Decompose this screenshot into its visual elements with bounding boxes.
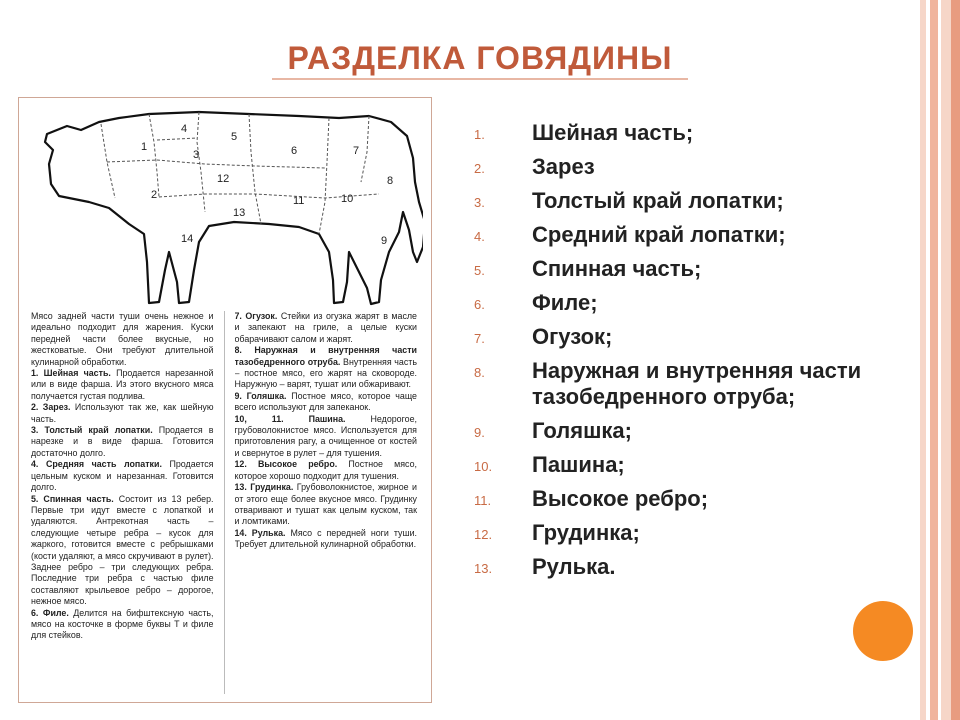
cut-label-8: 8 bbox=[387, 175, 394, 187]
description-item: 7. Огузок. Стейки из огузка жарят в масле и запекают на гриле, а целые куски обарачивают салом и жарят. bbox=[234, 311, 417, 344]
description-item: 1. Шейная часть. Продается нарезанной или в виде фарша. Из этого вкусного мяса получается густая подлива. bbox=[31, 368, 214, 401]
cut-label-11: 11 bbox=[293, 195, 305, 207]
cut-label-10: 10 bbox=[341, 193, 354, 205]
description-item: 9. Голяшка. Постное мясо, которое чаще всего используют для запеканок. bbox=[234, 390, 417, 413]
decorative-stripes bbox=[920, 0, 960, 720]
cut-label-14: 14 bbox=[181, 233, 194, 245]
cut-label-9: 9 bbox=[381, 235, 388, 247]
cut-label-1: 1 bbox=[141, 141, 148, 153]
description-item: 10, 11. Пашина. Недорогое, грубоволокнистое мясо. Используется для приготовления рагу, а очищенное от костей и свернутое в рулет – для тушения. bbox=[234, 413, 417, 458]
cut-label-6: 6 bbox=[291, 145, 298, 157]
beef-cuts-figure bbox=[18, 97, 432, 703]
cut-label-13: 13 bbox=[233, 207, 246, 219]
cut-label-3: 3 bbox=[193, 149, 200, 161]
description-item: 4. Средняя часть лопатки. Продается цельным куском и нарезанная. Готовится долго. bbox=[31, 459, 214, 493]
description-item: 5. Спинная часть. Состоит из 13 ребер. Первые три идут вместе с лопаткой и удаляются. Антрекотная часть – следующие четыре ребра – кусок для жаркого, готовится вместе с ребрышками (кости удаляют, а мясо скручивают в рулет). Заднее ребро – три следующих ребра. Последние три ребра с частью филе составляют крыльевое ребро – дорогое, нежное мясо. bbox=[31, 493, 214, 607]
description-column-left bbox=[31, 311, 214, 694]
list-item: 1. Шейная часть; bbox=[474, 120, 694, 145]
list-item: 11. Высокое ребро; bbox=[474, 486, 709, 511]
description-item: 6. Филе. Делится на бифштексную часть, мясо на косточке в форме буквы Т и филе для стейков. bbox=[31, 607, 214, 641]
description-item: 13. Грудинка. Грубоволокнистое, жирное и от этого еще более вкусное мясо. Грудинку отваривают и тушат как целым куском, так и ломтиками. bbox=[234, 482, 417, 527]
list-item: 3. Толстый край лопатки; bbox=[474, 188, 784, 213]
list-item: 7. Огузок; bbox=[474, 324, 613, 349]
cut-label-4: 4 bbox=[181, 123, 188, 135]
list-item: 5. Спинная часть; bbox=[474, 256, 702, 281]
cow-cuts-diagram bbox=[29, 102, 423, 312]
title-underline bbox=[272, 78, 688, 80]
description-column-right bbox=[235, 311, 418, 694]
cut-label-12: 12 bbox=[217, 173, 230, 185]
list-item: 4. Средний край лопатки; bbox=[474, 222, 786, 247]
page-title: РАЗДЕЛКА ГОВЯДИНЫ bbox=[287, 40, 673, 76]
description-item: 3. Толстый край лопатки. Продается в нарезке и в виде фарша. Готовится достаточно долго. bbox=[31, 425, 214, 458]
list-item: 2. Зарез bbox=[474, 154, 595, 179]
cut-label-7: 7 bbox=[353, 145, 360, 157]
decorative-circle bbox=[853, 601, 913, 661]
description-intro: Мясо задней части туши очень нежное и идеально подходит для жарения. Куски передней части более вкусные, но жестковатые. Они требуют длительной кулинарной обработки. bbox=[31, 311, 214, 367]
description-item: 8. Наружная и внутренняя части тазобедренного отруба. Внутренняя часть – постное мясо, его жарят на сковороде. Наружную – варят, тушат или обжаривают. bbox=[234, 345, 417, 390]
cuts-list bbox=[474, 120, 874, 588]
cut-label-5: 5 bbox=[231, 131, 238, 143]
cuts-description bbox=[31, 311, 417, 694]
list-item: 8. Наружная и внутренняя части тазобедренного отруба; bbox=[474, 358, 862, 409]
description-item: 14. Рулька. Мясо с передней ноги туши. Требует длительной кулинарной обработки. bbox=[234, 527, 417, 550]
list-item: 6. Филе; bbox=[474, 290, 598, 315]
description-item: 2. Зарез. Используют так же, как шейную часть. bbox=[31, 402, 214, 424]
cut-label-2: 2 bbox=[151, 189, 158, 201]
list-item: 12. Грудинка; bbox=[474, 520, 640, 545]
description-item: 12. Высокое ребро. Постное мясо, которое хорошо подходит для тушения. bbox=[234, 459, 417, 481]
column-divider bbox=[224, 311, 225, 694]
list-item: 10. Пашина; bbox=[474, 452, 625, 477]
list-item: 9. Голяшка; bbox=[474, 418, 632, 443]
list-item: 13. Рулька. bbox=[474, 554, 616, 579]
